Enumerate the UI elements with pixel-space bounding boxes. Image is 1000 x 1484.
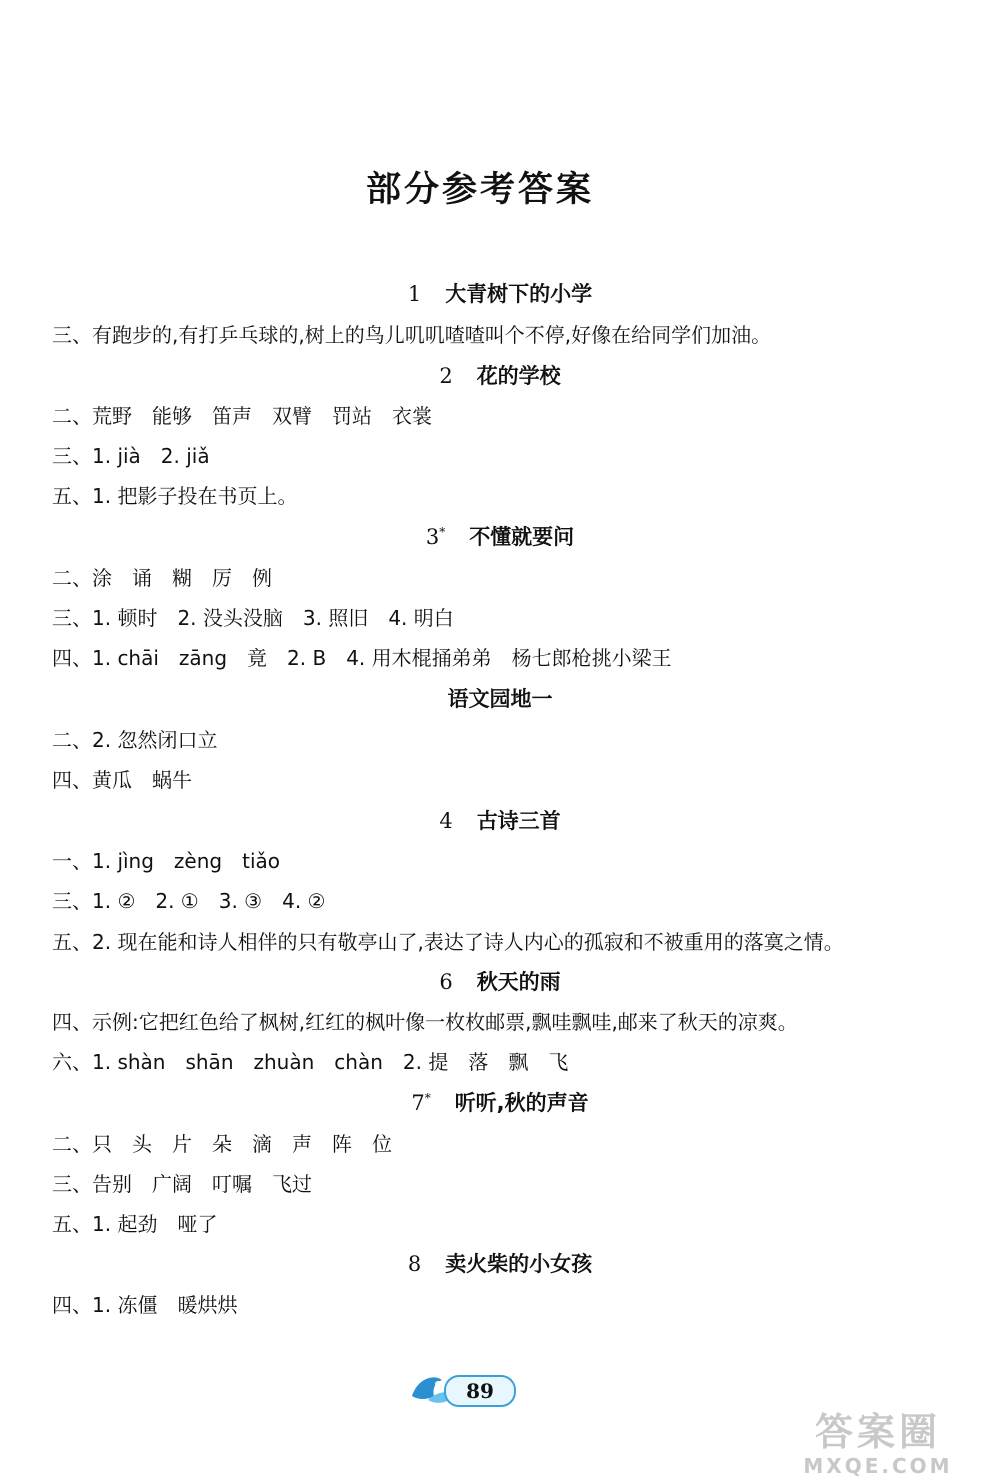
section-number: 7* [411, 1091, 431, 1115]
answer-line: 二、荒野 能够 笛声 双臂 罚站 衣裳 [52, 404, 432, 428]
answer-line: 三、有跑步的,有打乒乓球的,树上的鸟儿叽叽喳喳叫个不停,好像在给同学们加油。 [52, 323, 772, 347]
answer-line: 六、1. shàn shān zhuàn chàn 2. 提 落 飘 飞 [52, 1050, 569, 1074]
watermark-top-text: 答案圈 [814, 1410, 941, 1454]
star-mark: * [439, 525, 446, 539]
star-mark: * [424, 1091, 431, 1105]
section-title: 语文园地一 [447, 687, 553, 711]
section-heading-3 [0, 521, 1000, 551]
watermark-bottom-text: MXQE.COM [803, 1454, 953, 1478]
answer-line: 一、1. jìng zèng tiǎo [52, 849, 280, 873]
section-title: 不懂就要问 [469, 525, 575, 549]
answer-line: 五、1. 把影子投在书页上。 [52, 484, 298, 508]
section-heading-garden [0, 683, 1000, 713]
page-title: 部分参考答案 [365, 170, 594, 210]
page-number: 89 [444, 1375, 516, 1407]
section-number: 8 [407, 1252, 422, 1276]
answer-line: 二、2. 忽然闭口立 [52, 728, 218, 752]
answer-line: 三、1. ② 2. ① 3. ③ 4. ② [52, 889, 326, 913]
section-number: 1 [407, 282, 422, 306]
section-number: 2 [439, 364, 453, 388]
section-title: 听听,秋的声音 [454, 1091, 589, 1115]
section-title: 古诗三首 [476, 809, 561, 833]
answer-line: 三、告别 广阔 叮嘱 飞过 [52, 1172, 312, 1196]
section-heading-1 [0, 278, 1000, 308]
section-title: 花的学校 [476, 364, 561, 388]
answer-line: 二、涂 诵 糊 厉 例 [52, 566, 272, 590]
answer-line: 四、1. chāi zāng 竟 2. B 4. 用木棍捅弟弟 杨七郎枪挑小梁王 [52, 646, 672, 670]
answer-line: 四、黄瓜 蜗牛 [52, 768, 192, 792]
answer-line: 三、1. jià 2. jiǎ [52, 444, 210, 468]
section-number: 6 [439, 970, 453, 994]
page-number-badge [408, 1370, 516, 1408]
section-title: 秋天的雨 [476, 970, 561, 994]
answer-line: 四、示例:它把红色给了枫树,红红的枫叶像一枚枚邮票,飘哇飘哇,邮来了秋天的凉爽。 [52, 1010, 798, 1034]
section-title: 大青树下的小学 [445, 282, 593, 306]
answer-line: 五、2. 现在能和诗人相伴的只有敬亭山了,表达了诗人内心的孤寂和不被重用的落寞之情。 [52, 930, 844, 954]
answer-line: 三、1. 顿时 2. 没头没脑 3. 照旧 4. 明白 [52, 606, 454, 630]
answer-line: 四、1. 冻僵 暖烘烘 [52, 1293, 238, 1317]
answer-line: 二、只 头 片 朵 滴 声 阵 位 [52, 1132, 392, 1156]
answer-line: 五、1. 起劲 哑了 [52, 1212, 218, 1236]
section-heading-2 [0, 360, 1000, 390]
section-number: 3* [425, 525, 446, 549]
section-number: 4 [439, 809, 453, 833]
section-heading-8 [0, 1248, 1000, 1278]
section-heading-6 [0, 966, 1000, 996]
section-title: 卖火柴的小女孩 [445, 1252, 593, 1276]
section-heading-4 [0, 805, 1000, 835]
watermark [762, 1410, 994, 1482]
section-heading-7 [0, 1087, 1000, 1117]
